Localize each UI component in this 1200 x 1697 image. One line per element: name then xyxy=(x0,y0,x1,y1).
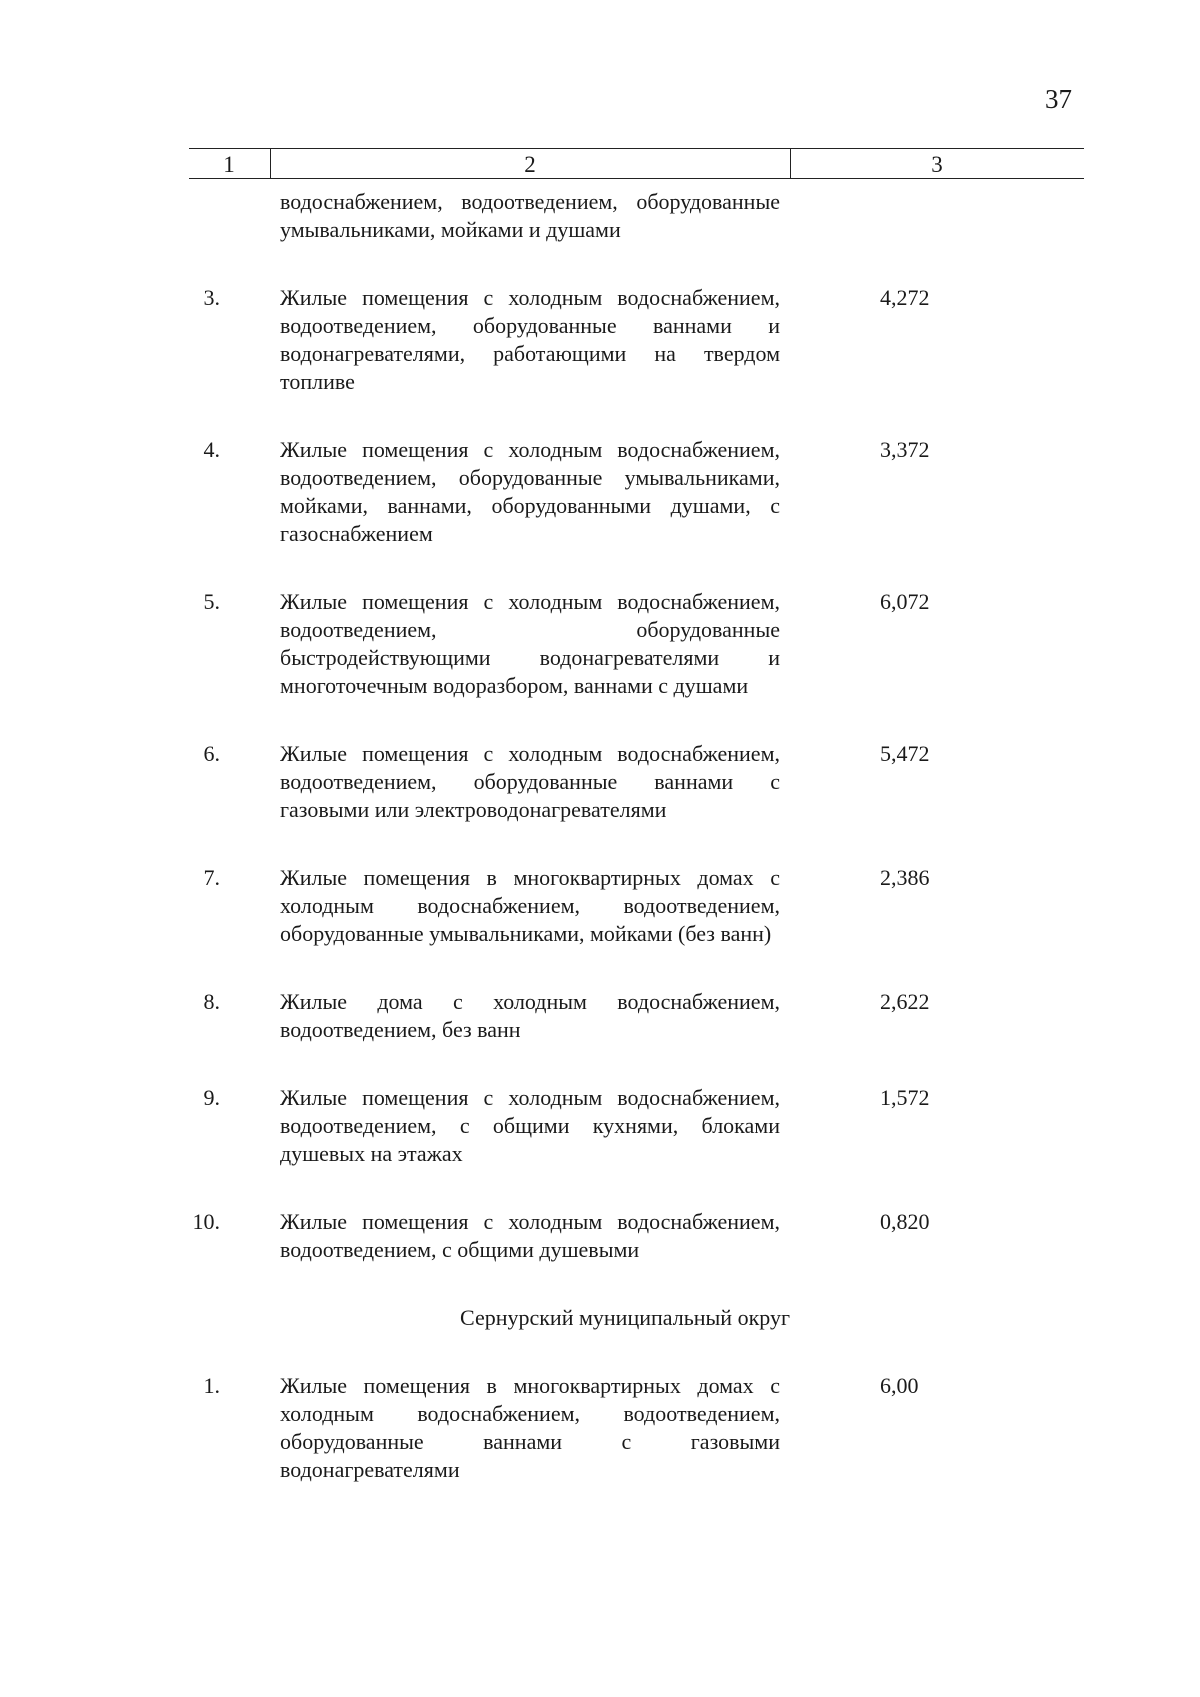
table-row xyxy=(0,1208,1200,1264)
table-header-bottom-border xyxy=(189,178,1084,179)
table-row xyxy=(0,588,1200,700)
row-number: 1. xyxy=(203,1373,220,1398)
row-value: 3,372 xyxy=(880,437,930,462)
table-body xyxy=(0,188,1200,1484)
table-row xyxy=(0,1372,1200,1484)
row-value: 6,072 xyxy=(880,589,930,614)
row-description: водоснабжением, водоотведением, оборудованные умывальниками, мойками и душами xyxy=(280,189,780,242)
row-description: Жилые помещения в многоквартирных домах с холодным водоснабжением, водоотведением, оборудованные умывальниками, мойками (без ванн) xyxy=(280,865,780,946)
row-description: Жилые помещения с холодным водоснабжением, водоотведением, оборудованные ваннами и водонагревателями, работающими на твердом топливе xyxy=(280,285,780,394)
table-header-col-3: 3 xyxy=(931,152,943,177)
row-value: 6,00 xyxy=(880,1373,919,1398)
row-value: 2,622 xyxy=(880,989,930,1014)
row-description: Жилые помещения с холодным водоснабжением, водоотведением, оборудованные умывальниками, мойками, ваннами, оборудованными душами, с газоснабжением xyxy=(280,437,780,546)
row-number: 10. xyxy=(192,1209,220,1234)
row-number: 8. xyxy=(203,989,220,1014)
row-number: 6. xyxy=(203,741,220,766)
table-row xyxy=(0,1084,1200,1168)
table-header-col-2: 2 xyxy=(524,152,536,177)
table-row xyxy=(0,284,1200,396)
row-description: Жилые помещения с холодным водоснабжением, водоотведением, оборудованные ваннами с газовыми или электроводонагревателями xyxy=(280,741,780,822)
row-description: Жилые помещения с холодным водоснабжением, водоотведением, оборудованные быстродействующими водонагревателями и многоточечным водоразбором, ваннами с душами xyxy=(280,589,780,698)
row-number: 5. xyxy=(203,589,220,614)
row-value: 0,820 xyxy=(880,1209,930,1234)
row-value: 1,572 xyxy=(880,1085,930,1110)
table-row xyxy=(0,988,1200,1044)
row-value: 5,472 xyxy=(880,741,930,766)
row-number: 9. xyxy=(203,1085,220,1110)
table-row xyxy=(0,864,1200,948)
table-row xyxy=(0,188,1200,244)
page-number: 37 xyxy=(1045,84,1072,114)
row-number: 3. xyxy=(203,285,220,310)
section-title: Сернурский муниципальный округ xyxy=(460,1305,790,1330)
table-header-top-border xyxy=(189,148,1084,149)
row-value: 4,272 xyxy=(880,285,930,310)
row-description: Жилые помещения с холодным водоснабжением, водоотведением, с общими кухнями, блоками душевых на этажах xyxy=(280,1085,780,1166)
row-description: Жилые помещения с холодным водоснабжением, водоотведением, с общими душевыми xyxy=(280,1209,780,1262)
row-number: 7. xyxy=(203,865,220,890)
table-header-col-1: 1 xyxy=(223,152,235,177)
row-description: Жилые помещения в многоквартирных домах с холодным водоснабжением, водоотведением, оборудованные ваннами с газовыми водонагревателями xyxy=(280,1373,780,1482)
row-value: 2,386 xyxy=(880,865,930,890)
row-description: Жилые дома с холодным водоснабжением, водоотведением, без ванн xyxy=(280,989,780,1042)
table-row xyxy=(0,740,1200,824)
table-row xyxy=(0,436,1200,548)
row-number: 4. xyxy=(203,437,220,462)
